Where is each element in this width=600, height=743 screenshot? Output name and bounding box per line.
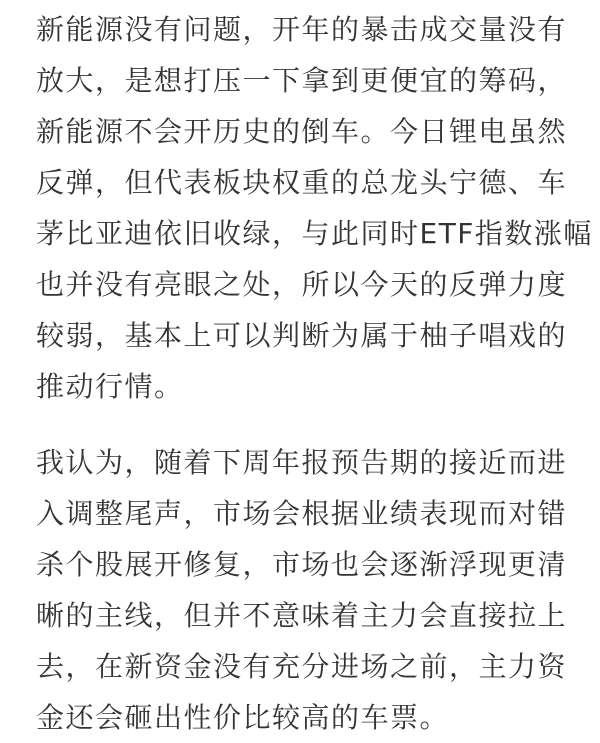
- text-line: 新能源不会开历史的倒车。今日锂电虽然: [36, 115, 568, 148]
- text-line: 反弹，但代表板块权重的总龙头宁德、车: [36, 166, 568, 199]
- text-line: 推动行情。: [36, 370, 184, 403]
- text-line: 茅比亚迪依旧收绿，与此同时ETF指数涨幅: [36, 217, 593, 250]
- text-line: 金还会砸出性价比较高的车票。: [36, 701, 450, 734]
- text-line: 去，在新资金没有充分进场之前，主力资: [36, 650, 568, 683]
- text-line: 我认为，随着下周年报预告期的接近而进: [36, 446, 568, 479]
- paragraph-2: [36, 437, 580, 743]
- paragraph-1: [36, 4, 593, 412]
- text-line: 较弱，基本上可以判断为属于柚子唱戏的: [36, 319, 568, 352]
- text-line: 也并没有亮眼之处，所以今天的反弹力度: [36, 268, 568, 301]
- text-line: 杀个股展开修复，市场也会逐渐浮现更清: [36, 548, 568, 581]
- text-line: 放大，是想打压一下拿到更便宜的筹码，: [36, 64, 568, 97]
- text-line: 入调整尾声，市场会根据业绩表现而对错: [36, 497, 568, 530]
- text-line: 晰的主线，但并不意味着主力会直接拉上: [36, 599, 568, 632]
- paragraph-gap: [36, 412, 580, 437]
- text-line: 新能源没有问题，开年的暴击成交量没有: [36, 13, 568, 46]
